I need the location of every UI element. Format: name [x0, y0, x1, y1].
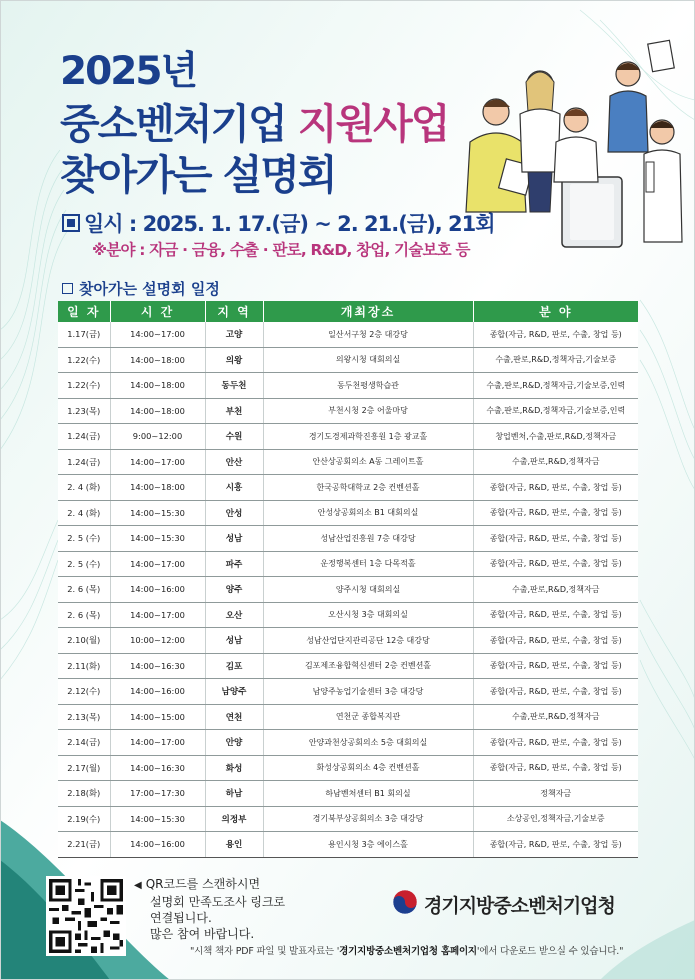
cell-venue: 김포제조융합혁신센터 2층 컨벤션홀: [263, 653, 473, 679]
cell-date: 2.21(금): [58, 832, 110, 858]
table-row: [58, 704, 638, 730]
column-header-time: 시 간: [110, 301, 205, 322]
cell-venue: 오산시청 3층 대회의실: [263, 602, 473, 628]
taeguk-logo-icon: [392, 889, 418, 915]
cell-region: 의정부: [205, 806, 263, 832]
cell-venue: 안산상공회의소 A동 그레이트홀: [263, 449, 473, 475]
cell-date: 2.19(수): [58, 806, 110, 832]
cell-venue: 용인시청 3층 에이스홀: [263, 832, 473, 858]
cell-venue: 양주시청 대회의실: [263, 577, 473, 603]
schedule-section-title: [62, 278, 220, 299]
cell-field: 종합(자금, R&D, 판로, 수출, 창업 등): [473, 730, 638, 756]
cell-date: 1.24(금): [58, 424, 110, 450]
title-part-1: 중소벤처기업: [60, 100, 298, 148]
cell-date: 2. 6 (목): [58, 602, 110, 628]
cell-field: 정책자금: [473, 781, 638, 807]
cell-time: 14:00~18:00: [110, 398, 205, 424]
cell-field: 종합(자금, R&D, 판로, 수출, 창업 등): [473, 832, 638, 858]
cell-venue: 경기북부상공회의소 3층 대강당: [263, 806, 473, 832]
cell-date: 2. 5 (수): [58, 551, 110, 577]
cell-date: 1.24(금): [58, 449, 110, 475]
qr-line-4: 많은 참여 바랍니다.: [150, 927, 255, 941]
cell-time: 14:00~15:30: [110, 526, 205, 552]
cell-field: 종합(자금, R&D, 판로, 수출, 창업 등): [473, 679, 638, 705]
table-row: [58, 628, 638, 654]
download-note: [190, 943, 623, 957]
cell-date: 2.18(화): [58, 781, 110, 807]
qr-line-2: 설명회 만족도조사 링크로: [150, 895, 286, 909]
cell-field: 창업벤처,수출,판로,R&D,정책자금: [473, 424, 638, 450]
cell-time: 17:00~17:30: [110, 781, 205, 807]
people-illustration: [450, 12, 688, 252]
cell-time: 9:00~12:00: [110, 424, 205, 450]
schedule-title-text: 찾아가는 설명회 일정: [79, 280, 220, 298]
table-row: [58, 806, 638, 832]
qr-line-3: 연결됩니다.: [150, 911, 212, 925]
cell-venue: 한국공학대학교 2층 컨벤션홀: [263, 475, 473, 501]
cell-time: 14:00~17:00: [110, 551, 205, 577]
table-row: [58, 730, 638, 756]
table-row: [58, 653, 638, 679]
cell-region: 고양: [205, 322, 263, 347]
cell-venue: 부천시청 2층 어울마당: [263, 398, 473, 424]
cell-time: 14:00~18:00: [110, 347, 205, 373]
cell-region: 부천: [205, 398, 263, 424]
cell-date: 2.11(화): [58, 653, 110, 679]
cell-field: 종합(자금, R&D, 판로, 수출, 창업 등): [473, 653, 638, 679]
cell-venue: 안성상공회의소 B1 대회의실: [263, 500, 473, 526]
cell-time: 14:00~16:00: [110, 832, 205, 858]
table-row: [58, 347, 638, 373]
cell-date: 2.10(월): [58, 628, 110, 654]
note-prefix: "시책 책자 PDF 파일 및 발표자료는 ': [190, 946, 340, 957]
cell-date: 1.17(금): [58, 322, 110, 347]
cell-region: 용인: [205, 832, 263, 858]
schedule-table-wrap: [58, 301, 638, 858]
cell-time: 14:00~18:00: [110, 373, 205, 399]
cell-region: 연천: [205, 704, 263, 730]
note-suffix: '에서 다운로드 받으실 수 있습니다.": [476, 946, 624, 957]
table-row: [58, 781, 638, 807]
table-row: [58, 526, 638, 552]
cell-date: 1.22(수): [58, 373, 110, 399]
column-header-field: 분 야: [473, 301, 638, 322]
title-part-2: 지원사업: [297, 100, 449, 148]
cell-date: 2.17(월): [58, 755, 110, 781]
cell-field: 수출,판로,R&D,정책자금,기술보증: [473, 347, 638, 373]
qr-code-icon[interactable]: [46, 876, 126, 956]
table-row: [58, 373, 638, 399]
column-header-venue: 개최장소: [263, 301, 473, 322]
cell-time: 14:00~15:00: [110, 704, 205, 730]
cell-region: 안성: [205, 500, 263, 526]
cell-region: 성남: [205, 628, 263, 654]
cell-time: 14:00~17:00: [110, 322, 205, 347]
cell-field: 소상공인,정책자금,기술보증: [473, 806, 638, 832]
cell-date: 2. 6 (목): [58, 577, 110, 603]
table-row: [58, 398, 638, 424]
cell-field: 수출,판로,R&D,정책자금,기술보증,인력: [473, 373, 638, 399]
event-period: [62, 208, 495, 238]
cell-field: 수출,판로,R&D,정책자금: [473, 449, 638, 475]
cell-venue: 경기도경제과학진흥원 1층 광교홀: [263, 424, 473, 450]
cell-field: 종합(자금, R&D, 판로, 수출, 창업 등): [473, 526, 638, 552]
cell-venue: 성남산업진흥원 7층 대강당: [263, 526, 473, 552]
table-row: [58, 322, 638, 347]
cell-time: 14:00~16:00: [110, 577, 205, 603]
cell-field: 종합(자금, R&D, 판로, 수출, 창업 등): [473, 500, 638, 526]
cell-region: 파주: [205, 551, 263, 577]
cell-venue: 의왕시청 대회의실: [263, 347, 473, 373]
table-header-row: [58, 301, 638, 322]
cell-region: 의왕: [205, 347, 263, 373]
period-text: 일시 : 2025. 1. 17.(금) ~ 2. 21.(금), 21회: [84, 212, 495, 236]
cell-time: 14:00~15:30: [110, 500, 205, 526]
cell-time: 14:00~16:00: [110, 679, 205, 705]
homepage-link[interactable]: 경기지방중소벤처기업청 홈페이지: [339, 946, 477, 957]
cell-field: 종합(자금, R&D, 판로, 수출, 창업 등): [473, 322, 638, 347]
cell-date: 2.13(목): [58, 704, 110, 730]
table-row: [58, 449, 638, 475]
cell-venue: 남양주농업기술센터 3층 대강당: [263, 679, 473, 705]
cell-field: 수출,판로,R&D,정책자금,기술보증,인력: [473, 398, 638, 424]
cell-region: 동두천: [205, 373, 263, 399]
cell-region: 양주: [205, 577, 263, 603]
cell-region: 성남: [205, 526, 263, 552]
cell-time: 14:00~15:30: [110, 806, 205, 832]
cell-field: 종합(자금, R&D, 판로, 수출, 창업 등): [473, 628, 638, 654]
cell-date: 2. 4 (화): [58, 500, 110, 526]
cell-field: 종합(자금, R&D, 판로, 수출, 창업 등): [473, 755, 638, 781]
schedule-table: [58, 301, 638, 858]
organization-name: 경기지방중소벤처기업청: [424, 895, 615, 917]
event-fields: ※분야 : 자금 · 금융, 수출 · 판로, R&D, 창업, 기술보호 등: [92, 241, 470, 259]
cell-region: 오산: [205, 602, 263, 628]
cell-field: 수출,판로,R&D,정책자금: [473, 577, 638, 603]
table-row: [58, 755, 638, 781]
square-bullet-icon: [62, 214, 80, 232]
cell-region: 수원: [205, 424, 263, 450]
qr-line-1: QR코드를 스캔하시면: [145, 877, 261, 891]
cell-time: 14:00~16:30: [110, 755, 205, 781]
table-row: [58, 551, 638, 577]
column-header-date: 일 자: [58, 301, 110, 322]
cell-date: 2.12(수): [58, 679, 110, 705]
cell-field: 수출,판로,R&D,정책자금: [473, 704, 638, 730]
arrow-left-icon: ◀: [134, 880, 142, 891]
cell-time: 14:00~17:00: [110, 602, 205, 628]
table-row: [58, 424, 638, 450]
schedule-table-body: [58, 322, 638, 857]
cell-venue: 성남산업단지관리공단 12층 대강당: [263, 628, 473, 654]
cell-field: 종합(자금, R&D, 판로, 수출, 창업 등): [473, 602, 638, 628]
cell-time: 14:00~17:00: [110, 730, 205, 756]
cell-date: 2. 4 (화): [58, 475, 110, 501]
cell-time: 14:00~16:30: [110, 653, 205, 679]
cell-date: 1.22(수): [58, 347, 110, 373]
cell-date: 1.23(목): [58, 398, 110, 424]
table-row: [58, 577, 638, 603]
cell-venue: 화성상공회의소 4층 컨벤션홀: [263, 755, 473, 781]
cell-region: 시흥: [205, 475, 263, 501]
cell-field: 종합(자금, R&D, 판로, 수출, 창업 등): [473, 551, 638, 577]
square-bullet-icon: [62, 283, 73, 294]
cell-date: 2. 5 (수): [58, 526, 110, 552]
cell-region: 안산: [205, 449, 263, 475]
cell-time: 10:00~12:00: [110, 628, 205, 654]
qr-instruction: [134, 876, 285, 942]
title-subtitle: 찾아가는 설명회: [60, 151, 336, 199]
cell-region: 안양: [205, 730, 263, 756]
cell-field: 종합(자금, R&D, 판로, 수출, 창업 등): [473, 475, 638, 501]
cell-region: 김포: [205, 653, 263, 679]
cell-venue: 운정행복센터 1층 다목적홀: [263, 551, 473, 577]
cell-venue: 하남벤처센터 B1 회의실: [263, 781, 473, 807]
cell-region: 화성: [205, 755, 263, 781]
cell-venue: 일산서구청 2층 대강당: [263, 322, 473, 347]
cell-region: 하남: [205, 781, 263, 807]
cell-venue: 동두천평생학습관: [263, 373, 473, 399]
cell-time: 14:00~18:00: [110, 475, 205, 501]
table-row: [58, 500, 638, 526]
title-year: 2025년: [60, 49, 197, 94]
cell-region: 남양주: [205, 679, 263, 705]
table-row: [58, 602, 638, 628]
cell-venue: 안양과천상공회의소 5층 대회의실: [263, 730, 473, 756]
cell-venue: 연천군 종합복지관: [263, 704, 473, 730]
cell-time: 14:00~17:00: [110, 449, 205, 475]
cell-date: 2.14(금): [58, 730, 110, 756]
table-row: [58, 679, 638, 705]
column-header-region: 지 역: [205, 301, 263, 322]
table-row: [58, 832, 638, 858]
table-row: [58, 475, 638, 501]
